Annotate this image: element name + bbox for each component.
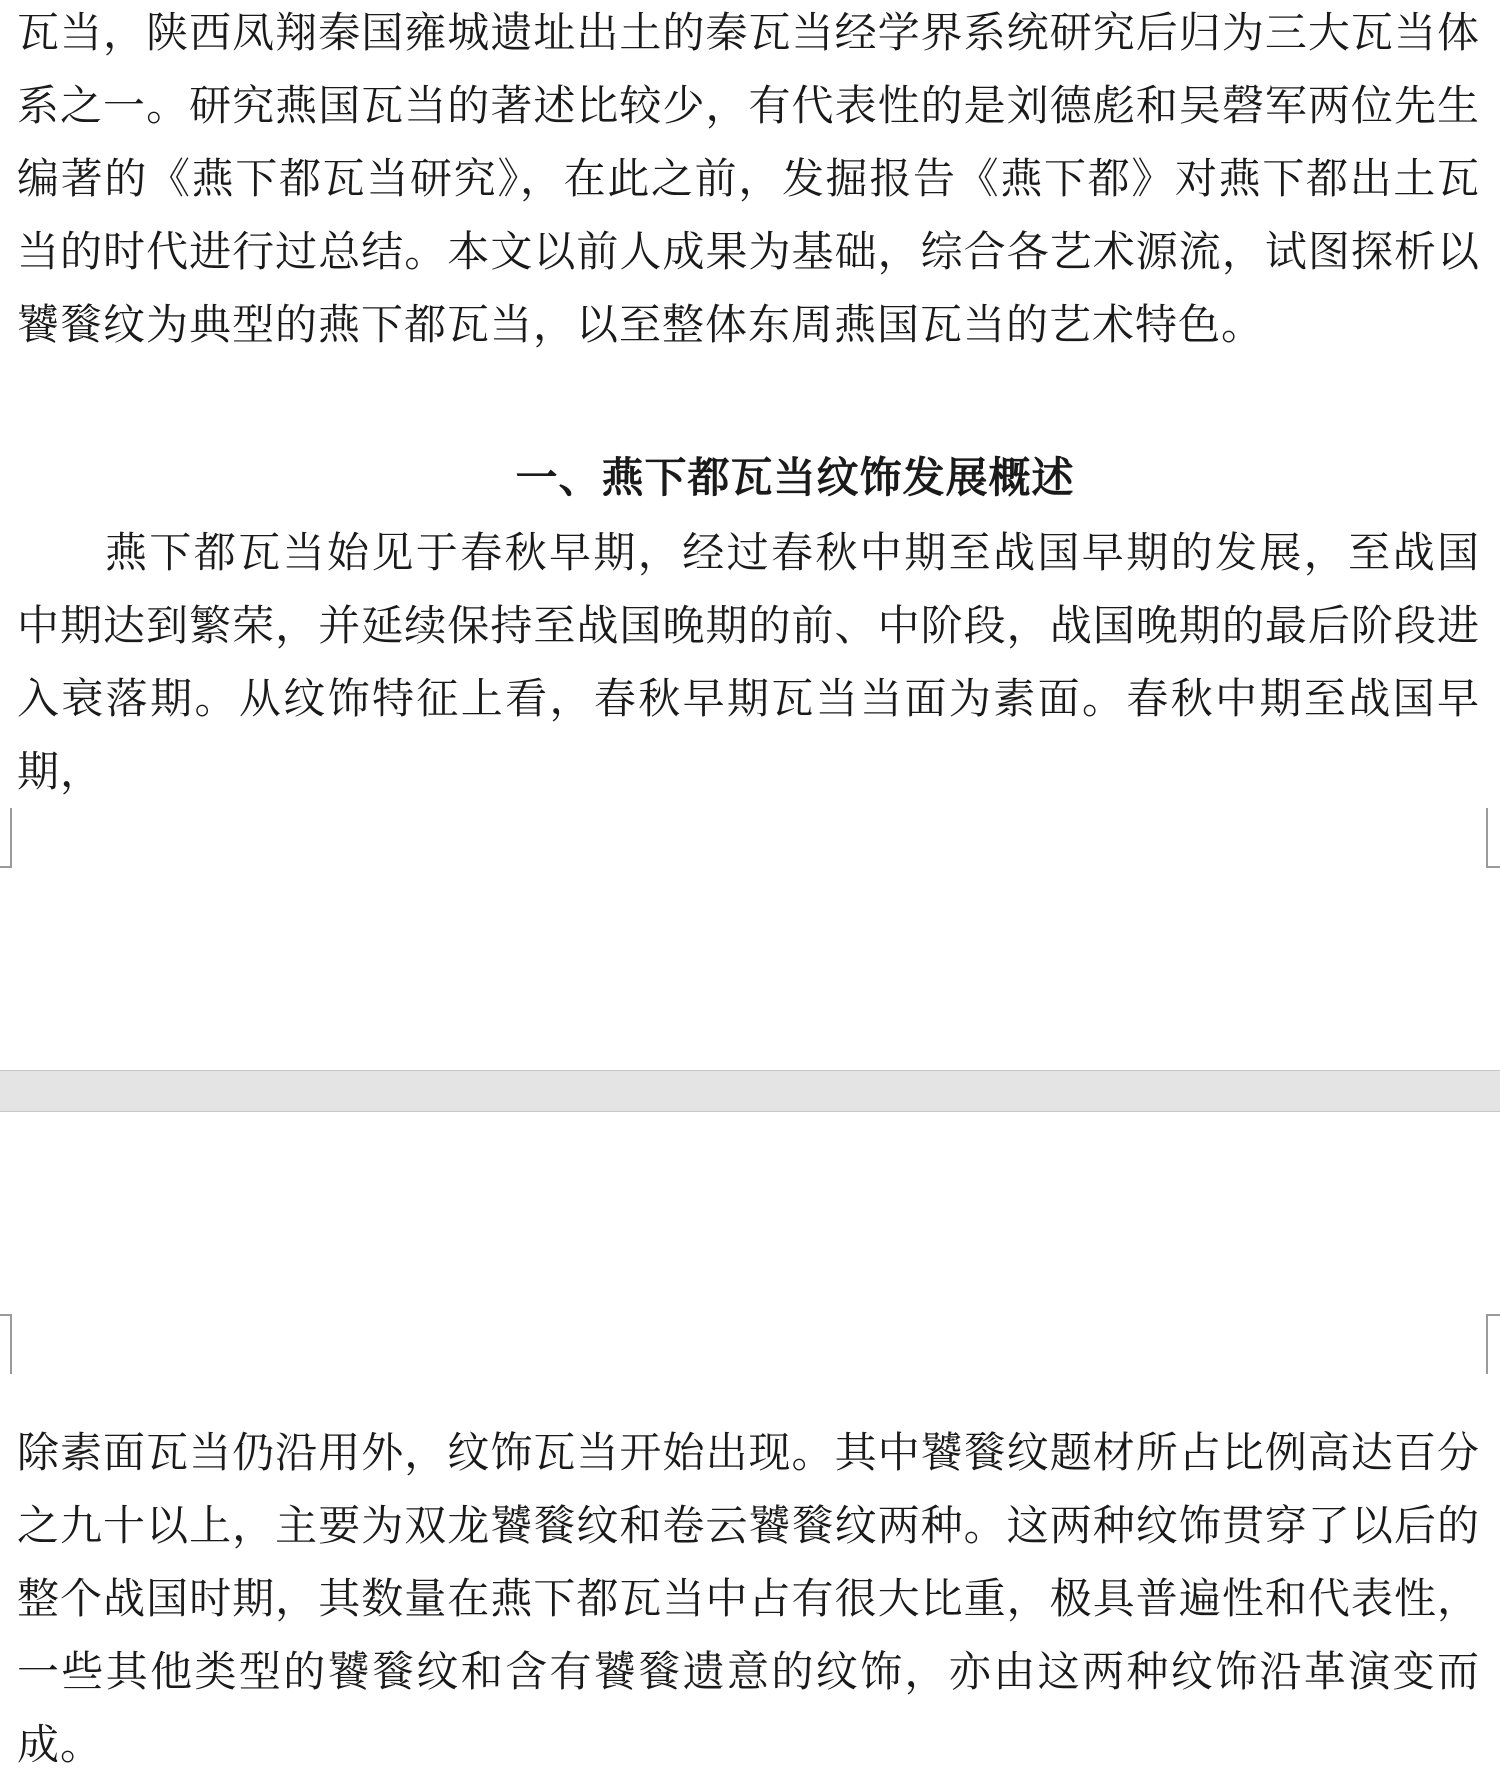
paragraph-intro: 瓦当，陕西凤翔秦国雍城遗址出土的秦瓦当经学界系统研究后归为三大瓦当体系之一。研究燕国瓦当的著述比较少，有代表性的是刘德彪和吴磬军两位先生编著的《燕下都瓦当研究》，在此之前，发掘报告《燕下都》对燕下都出土瓦当的时代进行过总结。本文以前人成果为基础，综合各艺术源流，试图探析以饕餮纹为典型的燕下都瓦当，以至整体东周燕国瓦当的艺术特色。 <box>17 8 1480 349</box>
page-margin-corner-top-left <box>0 1314 12 1374</box>
document-page-2 <box>0 1112 1500 1769</box>
page-margin-corner-top-right <box>1486 1314 1500 1374</box>
text-block-top <box>17 0 1480 361</box>
paragraph-section-start: 燕下都瓦当始见于春秋早期，经过春秋中期至战国早期的发展，至战国中期达到繁荣，并延续保持至战国晚期的前、中阶段，战国晚期的最后阶段进入衰落期。从纹饰特征上看，春秋早期瓦当当面为素面。春秋中期至战国早期， <box>17 528 1480 796</box>
text-block-continued <box>17 1416 1480 1781</box>
section-heading: 一、燕下都瓦当纹饰发展概述 <box>515 453 1075 502</box>
page-margin-corner-bottom-right <box>1486 808 1500 868</box>
paragraph-continued: 除素面瓦当仍沿用外，纹饰瓦当开始出现。其中饕餮纹题材所占比例高达百分之九十以上，主要为双龙饕餮纹和卷云饕餮纹两种。这两种纹饰贯穿了以后的整个战国时期，其数量在燕下都瓦当中占有很大比重，极具普遍性和代表性，一些其他类型的饕餮纹和含有饕餮遗意的纹饰，亦由这两种纹饰沿革演变而成。 <box>17 1428 1480 1769</box>
page-break-gap <box>0 1070 1500 1112</box>
page-margin-corner-bottom-left <box>0 808 12 868</box>
text-block-section <box>17 516 1480 808</box>
